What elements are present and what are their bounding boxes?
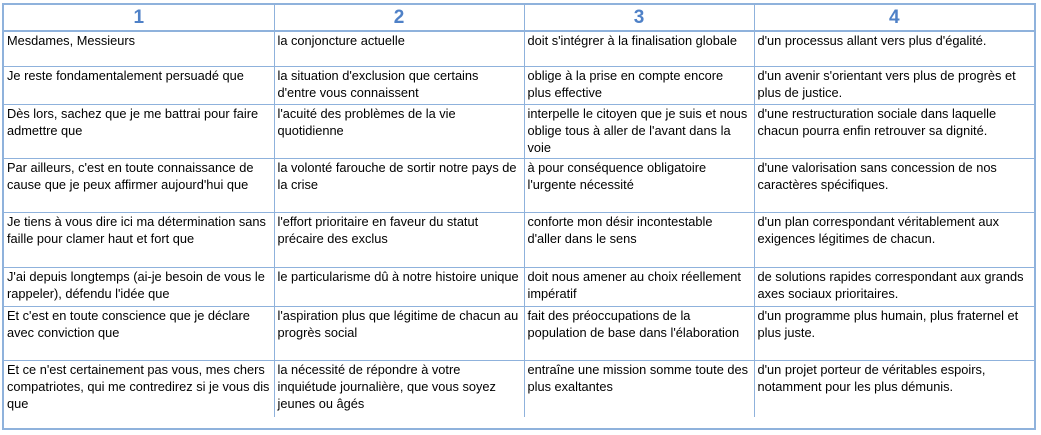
table-cell: conforte mon désir incontestable d'aller dans le sens — [524, 213, 754, 268]
table-row — [4, 159, 1034, 213]
column-header-3: 3 — [524, 5, 754, 31]
table-cell: l'effort prioritaire en faveur du statut précaire des exclus — [274, 213, 524, 268]
phrase-table-frame — [2, 3, 1036, 430]
table-cell: d'un projet porteur de véritables espoirs, notamment pour les plus démunis. — [757, 362, 986, 394]
table-cell: d'une valorisation sans concession de nos caractères spécifiques. — [754, 159, 1034, 213]
table-cell: le particularisme dû à notre histoire unique — [274, 268, 524, 307]
table-cell: interpelle le citoyen que je suis et nous oblige tous à aller de l'avant dans la voie — [524, 105, 754, 159]
table-cell: la situation d'exclusion que certains d'entre vous connaissent — [274, 67, 524, 105]
table-cell: Et c'est en toute conscience que je déclare avec conviction que — [4, 307, 274, 361]
table-cell: l'acuité des problèmes de la vie quotidienne — [274, 105, 524, 159]
table-cell: doit s'intégrer à la finalisation globale — [524, 31, 754, 67]
column-header-2: 2 — [274, 5, 524, 31]
table-cell: Mesdames, Messieurs — [4, 31, 274, 67]
table-row — [4, 307, 1034, 361]
table-cell: Je reste fondamentalement persuadé que — [4, 67, 274, 105]
table-cell: d'une restructuration sociale dans laquelle chacun pourra enfin retrouver sa dignité. — [754, 105, 1034, 159]
table-cell: entraîne une mission somme toute des plus exaltantes — [524, 361, 754, 418]
table-cell: l'aspiration plus que légitime de chacun au progrès social — [274, 307, 524, 361]
table-row — [4, 213, 1034, 268]
phrase-table — [4, 5, 1034, 417]
column-header-4: 4 — [754, 5, 1034, 31]
table-cell: de solutions rapides correspondant aux grands axes sociaux prioritaires. — [754, 268, 1034, 307]
table-cell: d'un programme plus humain, plus fraternel et plus juste. — [754, 307, 1034, 361]
table-cell: la conjoncture actuelle — [274, 31, 524, 67]
table-cell: la volonté farouche de sortir notre pays de la crise — [274, 159, 524, 213]
table-cell: doit nous amener au choix réellement impératif — [524, 268, 754, 307]
table-row — [4, 361, 1034, 418]
table-cell: Par ailleurs, c'est en toute connaissance de cause que je peux affirmer aujourd'hui que — [4, 159, 274, 213]
table-row — [4, 67, 1034, 105]
table-cell: la nécessité de répondre à votre inquiétude journalière, que vous soyez jeunes ou âgés — [274, 361, 524, 418]
table-cell: d'un avenir s'orientant vers plus de progrès et plus de justice. — [754, 67, 1034, 105]
table-cell: Et ce n'est certainement pas vous, mes chers compatriotes, qui me contredirez si je vous dis que — [4, 361, 274, 418]
table-row — [4, 268, 1034, 307]
table-cell: Dès lors, sachez que je me battrai pour faire admettre que — [4, 105, 274, 159]
table-row — [4, 31, 1034, 67]
table-row — [4, 105, 1034, 159]
column-header-1: 1 — [4, 5, 274, 31]
table-cell: J'ai depuis longtemps (ai-je besoin de vous le rappeler), défendu l'idée que — [4, 268, 274, 307]
table-cell: oblige à la prise en compte encore plus effective — [524, 67, 754, 105]
table-cell: d'un plan correspondant véritablement aux exigences légitimes de chacun. — [754, 213, 1034, 268]
header-row — [4, 5, 1034, 31]
table-cell: Je tiens à vous dire ici ma détermination sans faille pour clamer haut et fort que — [4, 213, 274, 268]
table-cell: d'un processus allant vers plus d'égalité. — [754, 31, 1034, 67]
table-cell: à pour conséquence obligatoire l'urgente nécessité — [524, 159, 754, 213]
table-cell: fait des préoccupations de la population de base dans l'élaboration — [524, 307, 754, 361]
